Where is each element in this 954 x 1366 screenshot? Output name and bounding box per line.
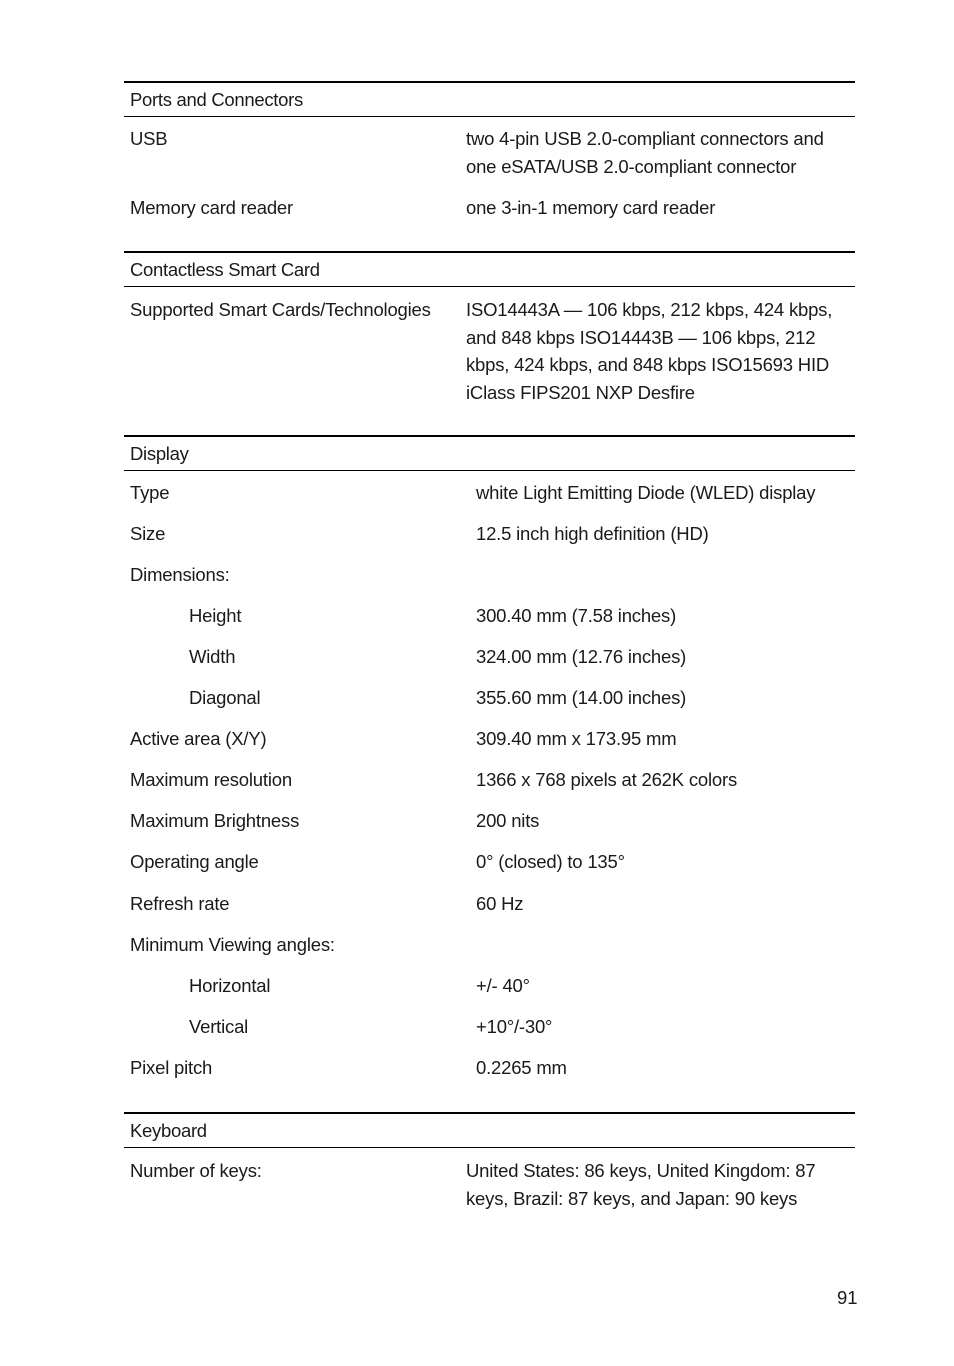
spec-value: 60 Hz <box>476 893 524 914</box>
spec-value: 200 nits <box>476 810 540 831</box>
spec-label: Diagonal <box>189 687 261 708</box>
spec-label: Supported Smart Cards/Technologies <box>130 299 431 320</box>
spec-label: Type <box>130 482 170 503</box>
spec-label: Width <box>189 646 236 667</box>
section-title: Display <box>130 443 189 464</box>
spec-label: Size <box>130 523 166 544</box>
spec-value: 355.60 mm (14.00 inches) <box>476 687 687 708</box>
spec-label: Minimum Viewing angles: <box>130 934 335 955</box>
spec-value: ISO14443A — 106 kbps, 212 kbps, 424 kbps, and 848 kbps ISO14443B — 106 kbps, 212 kbps, 424 kbps, and 848 kbps ISO15693 HID iClass FIPS201 NXP Desfire <box>466 299 833 403</box>
section-contactless-smart-card <box>124 251 855 403</box>
spec-label: Maximum resolution <box>130 769 292 790</box>
spec-value: +10°/-30° <box>476 1016 553 1037</box>
spec-value: 300.40 mm (7.58 inches) <box>476 605 677 626</box>
spec-label: Pixel pitch <box>130 1057 213 1078</box>
spec-value: two 4-pin USB 2.0-compliant connectors and one eSATA/USB 2.0-compliant connector <box>466 128 824 177</box>
spec-value: white Light Emitting Diode (WLED) display <box>476 482 816 503</box>
spec-value: 0° (closed) to 135° <box>476 851 625 872</box>
spec-label: USB <box>130 128 168 149</box>
spec-value: +/- 40° <box>476 975 530 996</box>
spec-label: Height <box>189 605 242 626</box>
spec-value: 0.2265 mm <box>476 1057 567 1078</box>
spec-value: one 3-in-1 memory card reader <box>466 197 716 218</box>
spec-label: Horizontal <box>189 975 271 996</box>
spec-label: Refresh rate <box>130 893 230 914</box>
spec-label: Maximum Brightness <box>130 810 300 831</box>
spec-label: Number of keys: <box>130 1160 262 1181</box>
spec-value: 324.00 mm (12.76 inches) <box>476 646 687 667</box>
spec-label: Dimensions: <box>130 564 230 585</box>
spec-value: 1366 x 768 pixels at 262K colors <box>476 769 737 790</box>
section-header <box>124 1112 855 1148</box>
spec-label: Active area (X/Y) <box>130 728 267 749</box>
section-header <box>124 435 855 471</box>
section-keyboard <box>124 1112 855 1209</box>
page-number: 91 <box>837 1287 858 1308</box>
section-header <box>124 251 855 287</box>
spec-label: Operating angle <box>130 851 259 872</box>
spec-value: 309.40 mm x 173.95 mm <box>476 728 677 749</box>
spec-label: Memory card reader <box>130 197 293 218</box>
spec-value: 12.5 inch high definition (HD) <box>476 523 709 544</box>
spec-value: United States: 86 keys, United Kingdom: 87 keys, Brazil: 87 keys, and Japan: 90 keys <box>466 1160 816 1209</box>
section-header <box>124 81 855 117</box>
spec-label: Vertical <box>189 1016 249 1037</box>
section-title: Keyboard <box>130 1120 207 1141</box>
section-display <box>124 435 855 1078</box>
section-title: Contactless Smart Card <box>130 259 320 280</box>
section-ports-and-connectors <box>124 81 855 218</box>
section-title: Ports and Connectors <box>130 89 303 110</box>
